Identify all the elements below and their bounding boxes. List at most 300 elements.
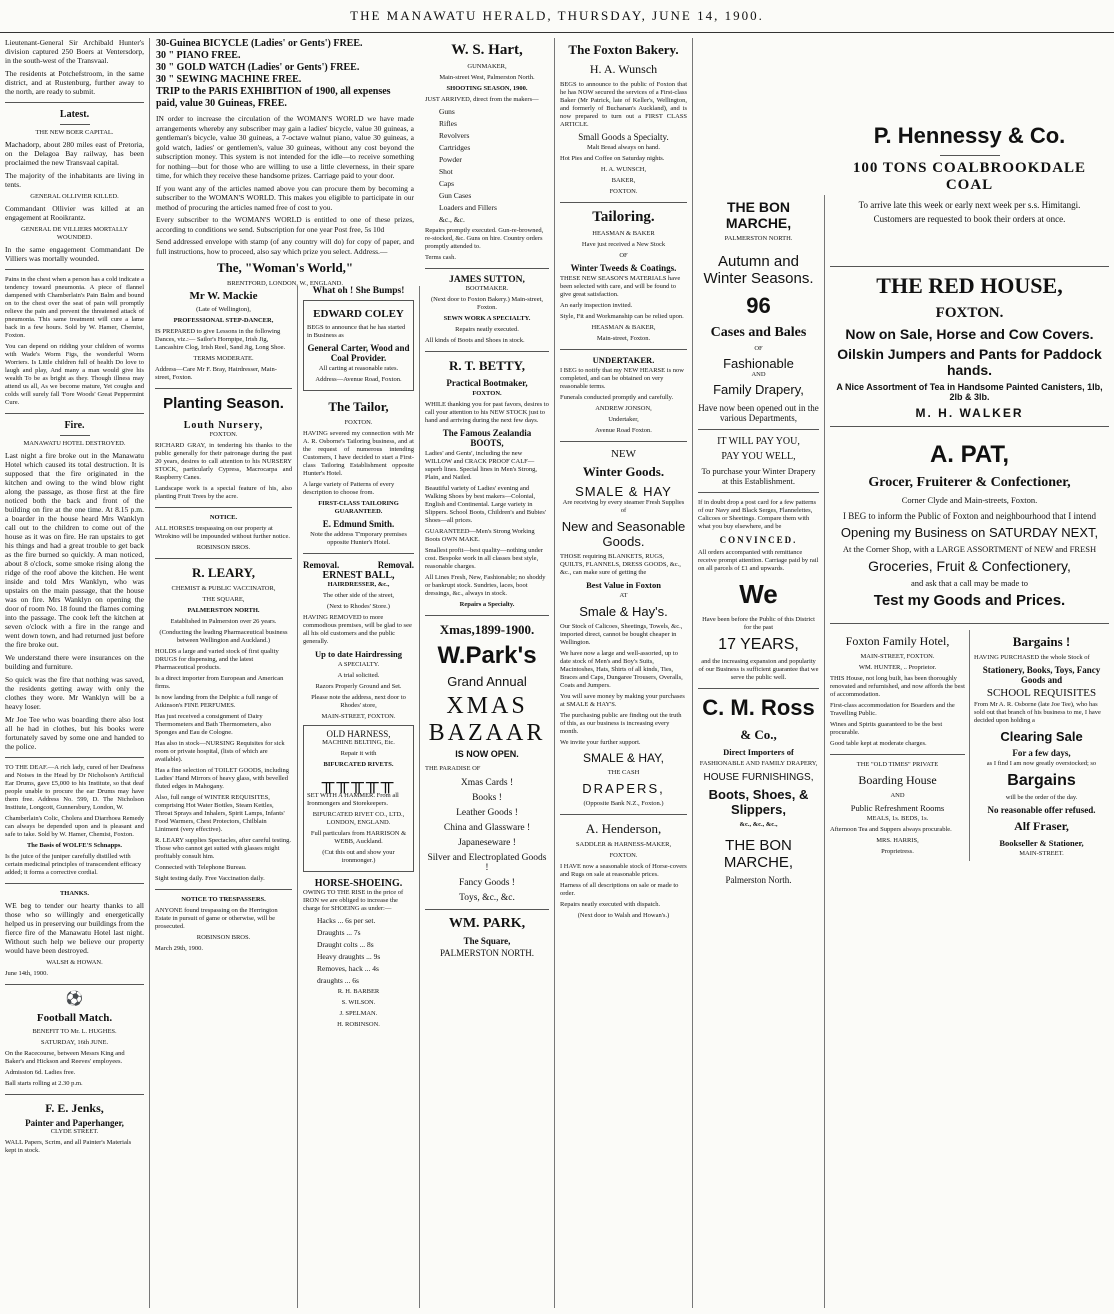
football-icon: ⚽	[65, 992, 84, 1007]
heasman-name: HEASMAN & BAKER	[592, 230, 655, 237]
undertaker-address: Avenue Road Foxton.	[595, 427, 652, 434]
bonmarche-we: We	[739, 579, 778, 609]
removal-label: Removal.	[303, 560, 340, 570]
xmas-word: XMAS	[446, 693, 528, 719]
nursery-place: FOXTON.	[209, 431, 238, 438]
prize-text-1: IN order to increase the circulation of the WOMAN'S WORLD we have made arrangements whereby any subscriber may gain a ladies' bicycle, value 30 guineas, a gentleman's bicycle, value 30 guineas, a 7-octave walnut piano, value 30 guineas, a gold watch, ladies' or gentlemen's, value 30 guineas, without any cost beyond the subscription money. This system is not intended for the idle—to receive something for nothing—but for those who are willing to use a little cleverness, in their spare time, for which they receive these handsome prizes. Carriage paid to your door.	[156, 114, 414, 180]
smale-receiving: Are receiving by every steamer Fresh Supplies of	[562, 499, 685, 514]
bonmarche-town: PALMERSTON NORTH.	[724, 235, 793, 242]
hotel-street: MAIN-STREET, FOXTON.	[860, 653, 935, 660]
betty-place: FOXTON.	[472, 390, 502, 397]
football-start: Ball starts rolling at 2.30 p.m.	[5, 1080, 83, 1087]
tailoring-heading: Tailoring.	[592, 209, 655, 225]
sutton-trade: BOOTMAKER.	[465, 285, 509, 292]
jenks-text: WALL Papers, Scrim, and all Painter's Materials kept in stock.	[5, 1139, 132, 1154]
fraser-offer: No reasonable offer refused.	[987, 805, 1096, 815]
ball-next: (Next to Rhodes' Store.)	[327, 603, 390, 610]
sutton-next: (Next door to Foxton Bakery.) Main-street, Foxton.	[430, 296, 544, 311]
worm-figs-ad: You can depend on ridding your children of worms with Wade's Worm Figs, the wonderful Worm Worriers. Is Little children full of health Do love to laugh and play, And many a man would give his wealth To be as bright as they. Though illness may attend us all, As we become mature, Yet coughs and colds will surely fall 'Fore Woods' Great Peppermint Cure.	[5, 343, 144, 406]
oldtimes-heading: THE "OLD TIMES" PRIVATE	[856, 761, 939, 768]
harness-set: SET WITH A HAMMER. From all Ironmongers and Storekeepers.	[307, 792, 399, 807]
schnapps-heading: The Basis of WOLFE'S Schnapps.	[26, 842, 123, 849]
sutton-specialty: SEWN WORK A SPECIALTY.	[443, 315, 531, 322]
sutton-repairs: Repairs neatly executed.	[455, 326, 519, 333]
harness-particulars: Full particulars from HARRISON & WEBB, Auckland.	[310, 830, 407, 845]
ross-town: Palmerston North.	[725, 875, 792, 885]
shoeing-signature: H. ROBINSON.	[337, 1021, 380, 1028]
betty-trade: Practical Bootmaker,	[446, 378, 528, 388]
mackie-profession: PROFESSIONAL STEP-DANCER,	[173, 317, 274, 324]
leary-text-2: Is a direct importer from European and American firms.	[155, 675, 284, 690]
pat-shop: At the Corner Shop, with a LARGE ASSORTMENT of NEW and FRESH	[842, 544, 1097, 554]
shoeing-signature: S. WILSON.	[341, 999, 376, 1006]
bazaar-item: China and Glassware !	[443, 823, 531, 833]
nursery-name: Louth Nursery,	[183, 420, 264, 431]
planting-heading: Planting Season.	[163, 395, 284, 412]
betty-text-5: Smallest profit—best quality—nothing under cost. Bespoke work in all classes best style, reasonable charges.	[425, 547, 543, 570]
henderson-name: A. Henderson,	[585, 821, 662, 836]
bazaar-item: Xmas Cards !	[460, 778, 514, 788]
henderson-text: I HAVE now a seasonable stock of Horse-covers and Rugs on sale at reasonable prices.	[560, 863, 687, 878]
heasman-inspection: An early inspection invited.	[560, 302, 633, 309]
shoeing-rate: Heavy draughts ... 9s	[317, 952, 381, 961]
divider	[5, 413, 144, 414]
undertaker-signature: ANDREW JONSON,	[595, 405, 652, 412]
divider	[303, 553, 414, 554]
smale-text-6: We invite your further support.	[560, 739, 641, 746]
hart-terms: Terms cash.	[425, 254, 456, 261]
ross-bonmarche: THE BON MARCHE,	[723, 837, 794, 871]
fraser-bargains-2: Bargains	[1007, 772, 1076, 789]
bonmarche-years: 17 YEARS,	[718, 636, 799, 653]
ross-name: C. M. Ross	[702, 695, 815, 720]
hart-item: Gun Cases	[439, 191, 472, 200]
smale-opposite: (Opposite Bank N.Z., Foxton.)	[583, 800, 664, 807]
park-square: The Square,	[463, 936, 511, 946]
wunsch-place: FOXTON.	[609, 188, 638, 195]
womans-world-ad	[150, 38, 420, 287]
smale-hays: Smale & Hay's.	[579, 604, 668, 619]
football-date: SATURDAY, 16th JUNE.	[40, 1039, 109, 1046]
prize-line-2: 30 " PIANO FREE.	[156, 50, 241, 61]
wunsch-signature: H. A. WUNSCH,	[600, 166, 647, 173]
removal-label-2: Removal.	[377, 560, 414, 570]
henderson-trade: SADDLER & HARNESS-MAKER,	[575, 841, 672, 848]
coley-name: EDWARD COLEY	[313, 308, 404, 320]
shoeing-rate: Draught colts ... 8s	[317, 940, 374, 949]
ball-street: MAIN-STREET, FOXTON.	[321, 713, 396, 720]
hart-item: Cartridges	[439, 143, 471, 152]
betty-text-2: Ladies' and Gents', including the new WILLOW and CRACK PROOF CALF—superb lines. Special lines in Men's Strong, Plain, and Nailed.	[425, 450, 538, 481]
deaf-ad: TO THE DEAF.—A rich lady, cured of her Deafness and Noises in the Head by Dr Nicholson's Artificial Ear Drums, gave £5,000 to his Institute, so that deaf people unable to procure the ear Drums may have them free. Address No. 599, D. The Nicholson Institute, Longcott, Gunnersbury, London, W.	[5, 764, 144, 811]
thanks-signature: WALSH & HOWAN.	[46, 959, 103, 966]
villiers-text: In the same engagement Commandant De Villiers was mortally wounded.	[5, 245, 144, 263]
park-signature: WM. PARK,	[448, 916, 526, 931]
villiers-heading: GENERAL DE VILLIERS MORTALLY WOUNDED.	[21, 226, 128, 241]
schnapps-text: Is the juice of the juniper carefully distilled with certain medicinal principles of transcendent efficacy added; it forms a corrective cordial.	[5, 853, 142, 876]
bakery-small-goods: Small Goods a Specialty.	[578, 132, 669, 142]
betty-zealandia: The Famous Zealandia BOOTS,	[442, 428, 532, 448]
harness-belting: MACHINE BELTING, Etc.	[322, 739, 395, 746]
coley-trade: General Carter, Wood and Coal Provider.	[307, 343, 410, 363]
hennessy-text: To arrive late this week or early next week per s.s. Himitangi. Customers are requested to book their orders at once.	[858, 200, 1081, 224]
bonmarche-pay-well: PAY YOU WELL,	[721, 451, 796, 462]
bonmarche-been: Have been before the Public of this District for the past	[702, 616, 815, 631]
divider	[830, 266, 1109, 267]
leary-text-10: Sight testing daily. Free Vaccination daily.	[155, 875, 265, 882]
mackie-dances: IS PREPARED to give Lessons in the following Dances, viz.:— Sailor's Hornpipe, Irish Jig, Lancashire Clog, Irish Reel, Sand Jig, Long Shoe.	[155, 328, 286, 351]
fraser-text-2: From Mr A. R. Osborne (late Joe Tee), who has sold out that branch of his business to me, I have decided upon holding a	[974, 701, 1101, 724]
divider	[940, 155, 1000, 156]
leary-profession: CHEMIST & PUBLIC VACCINATOR,	[171, 585, 276, 592]
bonmarche-of: OF	[754, 345, 763, 352]
henderson-place: FOXTON.	[609, 852, 638, 859]
hart-item: Shot	[439, 167, 453, 176]
undertaker-role: Undertaker,	[608, 416, 639, 423]
redhouse-sale: Now on Sale, Horse and Cow Covers.	[845, 326, 1094, 342]
divider	[425, 909, 549, 910]
pat-groceries: Groceries, Fruit & Confectionery,	[868, 558, 1071, 574]
bakery-heading: The Foxton Bakery.	[568, 42, 679, 57]
tailor-guarantee: FIRST-CLASS TAILORING GUARANTEED.	[318, 500, 399, 515]
prize-line-1: 30-Guinea BICYCLE (Ladies' or Gents') FREE.	[156, 38, 363, 49]
masthead: THE MANAWATU HERALD, THURSDAY, JUNE 14, 1900.	[0, 0, 1114, 33]
thanks-date: June 14th, 1900.	[5, 970, 48, 977]
pat-test: Test my Goods and Prices.	[873, 592, 1066, 609]
ollivier-text: Commandant Ollivier was killed at an engagement at Rooikrantz.	[5, 204, 144, 222]
heasman-tweeds: Winter Tweeds & Coatings.	[570, 263, 677, 273]
ross-boots: Boots, Shoes, & Slippers,	[708, 787, 809, 817]
leary-text-3: Is now landing from the Delphic a full range of Atkinson's FINE PERFUMES.	[155, 694, 278, 709]
smale-drapers: DRAPERS,	[582, 781, 665, 796]
divider	[60, 435, 90, 436]
bonmarche-orders: All orders accompanied with remittance receive prompt attention. Carriage paid by rail on all parcels of £1 and upwards.	[698, 549, 819, 572]
afternoon-tea: Afternoon Tea and Suppers always procurable.	[830, 826, 952, 833]
mackie-name: Mr W. Mackie	[189, 290, 258, 302]
redhouse-name: THE RED HOUSE,	[876, 273, 1063, 298]
divider	[155, 558, 292, 559]
prize-line-4: 30 " SEWING MACHINE FREE.	[156, 74, 302, 85]
hennessy-name: P. Hennessy & Co.	[873, 123, 1066, 148]
harness-company: BIFURCATED RIVET CO., LTD., LONDON, ENGLAND.	[312, 811, 405, 826]
fire-heading: Fire.	[64, 420, 85, 431]
ads-column-4	[420, 38, 555, 1308]
smale-cash: THE CASH	[607, 769, 640, 776]
ross-importers: Direct Importers of	[723, 747, 794, 757]
ball-side: The other side of the street,	[322, 592, 395, 599]
pat-trade: Grocer, Fruiterer & Confectioner,	[868, 475, 1071, 490]
fraser-role: Bookseller & Stationer,	[999, 838, 1084, 848]
hart-item: &c., &c.	[439, 215, 465, 224]
divider	[830, 623, 1109, 624]
bazaar-item: Silver and Electroplated Goods !	[427, 853, 547, 873]
coley-slogan: What oh ! She Bumps!	[312, 286, 405, 296]
womans-world-name: The, "Woman's World,"	[216, 260, 354, 275]
fire-text-4: Mr Joe Tee who was boarding there also lost all he had in clothes, but his books were fortunately saved by some one and handed to the police.	[5, 715, 144, 751]
leary-established: Established in Palmerston over 26 years.	[170, 618, 277, 625]
sutton-name: JAMES SUTTON,	[449, 275, 525, 285]
betty-text-3: Beautiful variety of Ladies' evening and Walking Shoes by best makers—Colonial, English and Continental. Large variety in Slippers. School Boots, Children's and Bubies' Shoes—all prices.	[425, 485, 546, 524]
hotel-text-2: First-class accommodation for Boarders and the Travelling Public.	[830, 702, 955, 717]
jenks-trade: Painter and Paperhanger,	[25, 1118, 124, 1128]
ads-column-2	[150, 286, 298, 1308]
divider	[5, 883, 144, 884]
redhouse-tea: A Nice Assortment of Tea in Handsome Painted Canisters, 1lb, 2lb & 3lb.	[836, 382, 1103, 402]
wunsch-name: H. A. Wunsch	[589, 62, 658, 76]
shoeing-rate: Hacks ... 6s per set.	[317, 916, 376, 925]
heasman-of: OF	[619, 252, 628, 259]
hart-text: JUST ARRIVED, direct from the makers—	[425, 96, 539, 103]
tailor-text-2: A large variety of Patterns of every description to choose from.	[303, 481, 395, 496]
bottom-row	[830, 630, 1109, 861]
colic-ad: Chamberlain's Colic, Cholera and Diarrhoea Remedy can always be depended upon and is pleasant and safe to take. Sold by W. Hamer, Chemist, Foxton.	[5, 815, 144, 838]
smale-goods: New and Seasonable Goods.	[561, 519, 686, 549]
shoeing-text: OWING TO THE RISE in the price of IRON we are obliged to increase the charge for SHOEING as under:—	[303, 889, 404, 912]
fraser-clearing: Clearing Sale	[1000, 729, 1083, 744]
shoeing-rate: Draughts ... 7s	[317, 928, 361, 937]
jenks-street: CLYDE STREET.	[50, 1128, 99, 1135]
tailor-place: FOXTON.	[344, 419, 373, 426]
bonmarche-doubt: If in doubt drop a post card for a few patterns of our Navy and Black Serges, Flannelettes, Calicoes or Sheetings. Compare them with what you buy elsewhere, and be	[698, 499, 817, 530]
prize-text-4: Send addressed envelope with stamp (of any country will do) for copy of paper, and full instructions, how to proceed, also say which prize you select. Address.—	[156, 237, 414, 256]
mackie-sub: (Late of Wellington),	[196, 306, 251, 313]
divider	[5, 269, 144, 270]
fire-text-3: So quick was the fire that nothing was saved, the residents getting away with only the clothes they wore. Mr Wanklyn will be a heavy loser.	[5, 675, 144, 711]
ball-specialty: A SPECIALTY.	[337, 661, 380, 668]
nursery-text: RICHARD GRAY, in tendering his thanks to the public generally for their patronage during the past 20 years, desires to call attention to his NURSERY STOCK, particularly Cypress, Macrocarpa and Raspberry Canes.	[155, 442, 292, 481]
betty-name: R. T. BETTY,	[449, 358, 525, 373]
henderson-text-3: Repairs neatly executed with dispatch.	[560, 901, 661, 908]
divider	[698, 429, 819, 430]
womans-world-address: BRENTFORD, LONDON, W., ENGLAND.	[227, 280, 343, 287]
refreshment-rooms: Public Refreshment Rooms	[850, 803, 945, 813]
fire-text-1: Last night a fire broke out in the Manawatu Hotel which caused its total destruction. It is supposed that the fire originated in the kitchen and owing to the wind blow right along the passage, as those first at the fire noticed both the back and front of the building on fire at the one time. At 8.15 p.m. a boarder in the house heard Mrs Wanklyn call out to the children to come out of the house as it was on fire. He ran upstairs to get his things and had a great trouble to get back as the fire burned so quickly. A man noticed, about 8 o'clock, some smoke rising along the ridge of the roof above the kitchen. He went inside and told Mrs Wanklyn, who was upstairs on the main passage, that the house was on fire. Mrs Wanklyn on opening the door of room No. 18 found the flames coming into the passage. The cook left the kitchen at seven o'clock with a fire in the range and went down town, and had returned just before the fire broke out.	[5, 451, 144, 649]
harris-signature: MRS. HARRIS,	[876, 837, 919, 844]
bonmarche-seasons: Autumn and Winter Seasons.	[703, 253, 814, 287]
tailor-text: HAVING severed my connection with Mr A. R. Osborne's Tailoring business, and at the request of numerous intending Customers, I have decided to start a First-class Tailoring Establishment opposite Hunter's Hotel.	[303, 430, 414, 477]
hart-season: SHOOTING SEASON, 1900.	[446, 85, 528, 92]
hart-name: W. S. Hart,	[451, 42, 523, 58]
betty-text: WHILE thanking you for past favors, desires to call your attention to his NEW STOCK just to hand and arriving during the next few days.	[425, 401, 549, 424]
bonmarche-cases: Cases and Bales	[710, 325, 807, 340]
smale-text-3: We have now a large and well-assorted, up to date stock of Men's and Boy's Suits, Macintoshes, Hats, Shirts of all kinds, Ties, Braces and Caps, Dungaree Trousers, Overalls, Coats and Jumpers.	[560, 650, 683, 689]
tailor-heading: The Tailor,	[328, 399, 389, 414]
hotel-name: Foxton Family Hotel,	[845, 634, 950, 648]
divider	[155, 507, 292, 508]
xmas-items	[425, 778, 549, 903]
fraser-text: HAVING PURCHASED the whole Stock of	[974, 654, 1090, 661]
hart-address: Main-street West, Palmerston North.	[439, 74, 535, 81]
betty-repairs: Repairs a Specialty.	[459, 601, 515, 608]
bonmarche-96: 96	[746, 293, 771, 318]
leary-name: R. LEARY,	[192, 565, 255, 580]
ross-furnishings: HOUSE FURNISHINGS,	[703, 772, 814, 783]
coley-address: Address—Avenue Road, Foxton.	[315, 376, 402, 383]
leary-square: THE SQUARE,	[202, 596, 245, 603]
leary-town: PALMERSTON NORTH.	[187, 607, 260, 614]
ball-text: HAVING REMOVED to more commodious premises, will be glad to see all his old customers and the public generally.	[303, 614, 412, 645]
divider	[60, 124, 90, 125]
divider	[5, 757, 144, 758]
fraser-school: SCHOOL REQUISITES	[986, 687, 1097, 699]
hart-repairs: Repairs promptly executed. Gun-re-browned, re-stocked, &c. Guns on hire. Country orders promptly attended to.	[425, 227, 544, 250]
harness-cut: (Cut this out and show your ironmonger.)	[322, 849, 395, 864]
divider	[560, 202, 687, 203]
leary-text-4: Has just received a consignment of Dairy Thermometers and Bath Thermometers, also Sponges and Eau de Cologne.	[155, 713, 271, 736]
smale-text-2: Our Stock of Calicoes, Sheetings, Towels, &c., imported direct, cannot be bought cheaper in Wellington.	[560, 623, 683, 646]
redhouse-oilskin: Oilskin Jumpers and Pants for Paddock hands.	[837, 346, 1102, 378]
henderson-next: (Next door to Walsh and Howan's.)	[577, 912, 670, 919]
sutton-all: All kinds of Boots and Shoes in stock.	[425, 337, 525, 344]
shoeing-rate: draughts ... 6s	[317, 976, 359, 985]
harness-repair: Repair it with	[340, 750, 377, 757]
bazaar-item: Leather Goods !	[456, 808, 518, 818]
bonmarche-pay: IT WILL PAY YOU,	[717, 436, 800, 447]
divider	[698, 492, 819, 493]
smale-text-5: The purchasing public are finding out the truth of this, as our business is increasing every month.	[560, 712, 682, 735]
shoeing-rate: Removes, hack ... 4s	[317, 964, 379, 973]
harness-heading: OLD HARNESS,	[326, 729, 391, 739]
majority-text: The majority of the inhabitants are living in tents.	[5, 171, 144, 189]
harris-role: Proprietress.	[881, 848, 914, 855]
divider	[5, 984, 144, 985]
rivets-ad	[303, 725, 414, 872]
leary-text-5: Has also in stock—NURSING Requisites for sick room or private hospital, (lists of which are available).	[155, 740, 285, 763]
divider	[830, 754, 965, 755]
ross-co: & Co.,	[740, 727, 777, 742]
prize-text-2: If you want any of the articles named above you can procure them by becoming a subscriber to the WOMAN'S WORLD. This makes you eligible to participate in our method of procuring the articles named free of cost to you.	[156, 183, 414, 212]
hart-item: Revolvers	[439, 131, 470, 140]
smale-signature: SMALE & HAY,	[583, 751, 664, 765]
nursery-text-2: Landscape work is a special feature of his, also planting Fruit Trees by the acre.	[155, 485, 292, 500]
prize-line-3: 30 " GOLD WATCH (Ladies' or Gents') FREE.	[156, 62, 360, 73]
football-venue: On the Racecourse, between Messrs King and Baker's and Hickson and Reeves' employees.	[5, 1050, 125, 1065]
hotel-text: THIS House, not long built, has been thoroughly renovated and refurnished, and now affords the best of accommodation.	[830, 675, 965, 698]
grand-annual: Grand Annual	[447, 674, 527, 689]
ball-trial: A trial solicited.	[337, 672, 380, 679]
wunsch-role: BAKER,	[611, 177, 636, 184]
shoeing-heading: HORSE-SHOEING.	[314, 878, 403, 889]
trespass-signature: ROBINSON BROS.	[196, 934, 251, 941]
paradise-text: THE PARADISE OF	[425, 765, 481, 772]
boer-capital-heading: THE NEW BOER CAPITAL.	[35, 129, 114, 136]
pat-name: A. PAT,	[929, 441, 1010, 468]
removal-row	[303, 560, 414, 570]
fraser-signature: Alf Fraser,	[1014, 819, 1069, 833]
coley-text: BEGS to announce that he has started in Business as	[307, 324, 406, 339]
park-name: W.Park's	[437, 642, 537, 669]
fraser-order: will be the order of the day.	[1005, 794, 1078, 801]
thanks-heading: THANKS.	[59, 890, 90, 897]
bazaar-item: Books !	[472, 793, 502, 803]
football-heading: Football Match.	[36, 1012, 113, 1024]
fraser-ad	[970, 630, 1109, 861]
undertaker-text: I BEG to notify that my NEW HEARSE is now completed, and can be obtained on very reasonable terms.	[560, 367, 684, 390]
divider	[5, 102, 144, 103]
bonmarche-convinced: CONVINCED.	[719, 535, 798, 545]
bazaar-item: Japaneseware !	[458, 838, 516, 848]
smale-best: Best Value in Foxton	[586, 580, 661, 590]
heasman-text: THESE NEW SEASON'S MATERIALS have been selected with care, and will be found to give great satisfaction.	[560, 275, 681, 298]
bazaar-word: BAZAAR	[428, 720, 546, 746]
fraser-bargains: Bargains !	[1012, 634, 1071, 649]
divider	[425, 615, 549, 616]
fraser-few-days: For a few days,	[1012, 748, 1071, 758]
hart-item: Rifles	[439, 119, 457, 128]
ads-column-6	[693, 195, 825, 1308]
heasman-received: Have just received a New Stock	[581, 241, 666, 248]
betty-text-4: GUARANTEED—Men's Strong Working Boots OWN MAKE.	[425, 528, 535, 543]
ball-note: Please note the address, next door to Rhodes' store,	[311, 694, 406, 709]
football-admission: Admission 6d. Ladies free.	[5, 1069, 76, 1076]
trespass-date: March 29th, 1900.	[155, 945, 204, 952]
bonmarche-opened: Have now been opened out in the various Departments,	[698, 403, 819, 423]
hart-item: Powder	[439, 155, 462, 164]
boer-capital-text: Machadorp, about 280 miles east of Pretoria, on the Delagoa Bay railway, has been proclaimed the new Transvaal capital.	[5, 140, 144, 167]
harness-rivets: BIFURCATED RIVETS.	[323, 761, 394, 768]
hotel-text-4: Good table kept at moderate charges.	[830, 740, 927, 747]
ball-razors: Razors Properly Ground and Set.	[315, 683, 402, 690]
divider	[560, 814, 687, 815]
smale-name: SMALE & HAY	[575, 484, 672, 499]
divider	[425, 268, 549, 269]
jenks-name: F. E. Jenks,	[45, 1101, 104, 1115]
divider	[155, 388, 292, 389]
bakery-malt: Malt Bread always on hand.	[586, 144, 661, 151]
notice-heading: NOTICE.	[209, 514, 238, 521]
xmas-heading: Xmas,1899-1900.	[439, 622, 535, 637]
mackie-address: Address—Care Mr F. Bray, Hairdresser, Main-street, Foxton.	[155, 366, 277, 381]
ross-etc: &c., &c., &c.,	[739, 821, 778, 828]
bazaar-item: Fancy Goods !	[459, 878, 515, 888]
leary-text-7: Also, full range of WINTER REQUISITES, comprising Hot Water Bottles, Steam Kettles, Throat Sprays and Inhalers, Spirit Lamps, Infants' Food Warmers, Chest Protectors, Chilblain Liniment (very effective).	[155, 794, 285, 833]
smale-at: AT	[619, 592, 628, 599]
redhouse-signature: M. H. WALKER	[915, 406, 1024, 420]
redhouse-place: FOXTON.	[935, 305, 1004, 321]
ads-column-5	[555, 38, 693, 1308]
notice-signature: ROBINSON BROS.	[196, 544, 251, 551]
ads-column-3	[298, 286, 420, 1308]
bonmarche-family: Family Drapery,	[713, 382, 804, 397]
hart-trade: GUNMAKER,	[467, 63, 507, 70]
divider	[560, 441, 687, 442]
divider	[560, 349, 687, 350]
ball-trade: HAIRDRESSER, &c.,	[327, 581, 390, 588]
tailor-signature: E. Edmund Smith.	[322, 519, 395, 529]
hotel-ad	[830, 630, 970, 861]
bazaar-open: IS NOW OPEN.	[455, 749, 519, 759]
leary-text-6: Has a fine selection of TOILET GOODS, including Ladies' Hand Mirrors of heavy glass, with bevelled fluted edges in Mahogany.	[155, 767, 289, 790]
bakery-text: BEGS to announce to the public of Foxton that he has NOW secured the services of a First-class Baker (Mr Patrick, late of Keller's, Wellington, and formerly of Buchanan's Auckland), and is now prepared to turn out a FIRST CLASS ARTICLE.	[560, 81, 687, 128]
divider	[698, 688, 819, 689]
ball-name: ERNEST BALL,	[322, 570, 395, 581]
ball-uptodate: Up to date Hairdressing	[315, 649, 402, 659]
coley-ad	[303, 300, 414, 391]
heasman-style: Style, Fit and Workmanship can be relied upon.	[560, 313, 684, 320]
divider	[5, 1094, 144, 1095]
news-column	[0, 38, 150, 1308]
rivet-icons: ╥╥╥╥╥	[321, 772, 396, 792]
bonmarche-and: AND	[751, 371, 766, 378]
heasman-address: Main-street, Foxton.	[596, 335, 651, 342]
winter-goods: Winter Goods.	[582, 464, 665, 479]
bonmarche-increasing: and the increasing expansion and popularity of our Business is sufficient guarantee that we serve the public well.	[698, 658, 819, 681]
leary-text-8: R. LEARY supplies Spectacles, after careful testing. Those who cannot get suited with glasses might profitably consult him.	[155, 837, 292, 860]
hotel-proprietor: WM. HUNTER, .. Proprietor.	[858, 664, 937, 671]
smale-text: THOSE requiring BLANKETS, RUGS, QUILTS, FLANNELS, DRESS GOODS, &c., &c., can make sure of getting the	[560, 553, 681, 576]
mackie-terms: TERMS MODERATE.	[193, 355, 254, 362]
leary-conducting: (Conducting the leading Pharmaceutical business between Wellington and Auckland.)	[159, 629, 288, 644]
